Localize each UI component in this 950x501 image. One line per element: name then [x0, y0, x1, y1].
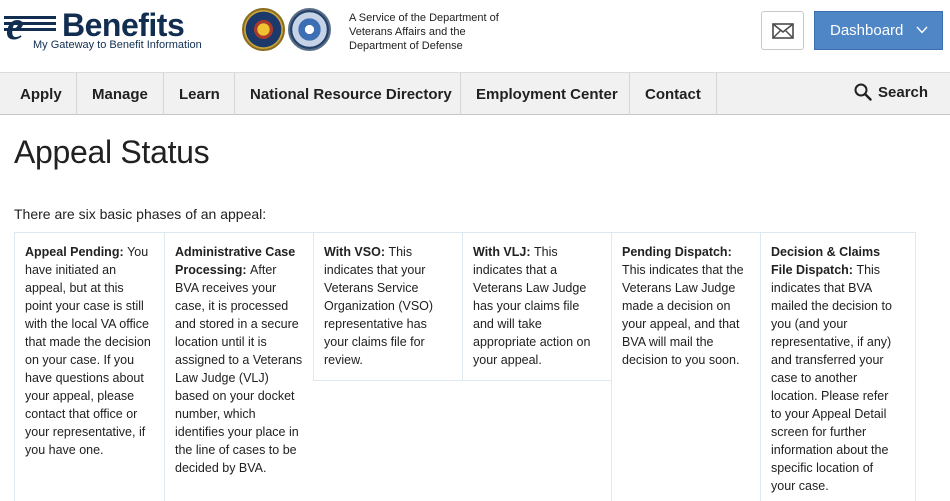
search-label: Search	[878, 83, 929, 101]
logo-e: e	[6, 3, 24, 48]
nav-divider	[716, 73, 717, 115]
site-header	[0, 0, 950, 72]
main-nav	[0, 72, 950, 115]
phase-pending-dispatch	[611, 233, 760, 501]
nav-item-label: National Resource Directory	[250, 85, 452, 103]
phase-description: This indicates that your Veterans Service Organization (VSO) representative has your claims file for review.	[324, 245, 434, 367]
appeal-phases-table	[14, 232, 916, 501]
phase-description: You have initiated an appeal, but at this point your case is still with the local VA office that made the decision on your case. If you have questions about your appeal, please contact that office or your representative, if you have one.	[25, 245, 151, 457]
phase-title: With VLJ:	[473, 245, 534, 259]
page-title: Appeal Status	[14, 134, 210, 170]
search-icon	[854, 83, 872, 101]
logo-tagline: My Gateway to Benefit Information	[33, 39, 202, 51]
phase-title: Decision & Claims File Dispatch:	[771, 245, 881, 277]
phase-description: This indicates that BVA mailed the decision to you (and your representative, if any) and transferred your case to another location. Please refer to your Appeal Detail screen for further information about the specific location of your case.	[771, 263, 892, 493]
dashboard-button[interactable]	[814, 11, 943, 50]
nav-apply[interactable]	[4, 73, 78, 115]
nav-item-label: Learn	[179, 85, 220, 103]
nav-employment-center[interactable]	[460, 73, 634, 115]
phase-title: Administrative Case Processing:	[175, 245, 296, 277]
intro-text: There are six basic phases of an appeal:	[14, 206, 267, 222]
dashboard-label: Dashboard	[830, 22, 904, 39]
nav-manage[interactable]	[76, 73, 164, 115]
phase-description: This indicates that the Veterans Law Judge made a decision on your appeal, and that BVA will mail the decision to you soon.	[622, 263, 744, 367]
phase-title: With VSO:	[324, 245, 389, 259]
ebenefits-logo[interactable]	[4, 3, 206, 56]
phase-title: Appeal Pending:	[25, 245, 128, 259]
va-seal-icon	[242, 8, 285, 51]
nav-learn[interactable]	[163, 73, 236, 115]
phase-with-vlj	[462, 233, 611, 381]
phase-appeal-pending	[15, 233, 164, 501]
nav-item-label: Apply	[20, 85, 62, 103]
phase-with-vso	[313, 233, 462, 381]
chevron-down-icon	[916, 24, 928, 36]
phase-description: This indicates that a Veterans Law Judge has your claims file and will take appropriate action on your appeal.	[473, 245, 591, 367]
phase-title: Pending Dispatch:	[622, 245, 732, 259]
phase-administrative-case-processing	[164, 233, 313, 501]
nav-item-label: Contact	[645, 85, 701, 103]
nav-national-resource-directory[interactable]	[234, 73, 468, 115]
phase-description: After BVA receives your case, it is processed and stored in a secure location until it is assigned to a Veterans Law Judge (VLJ) based on your docket number, which identifies your place in the line of cases to be decided by BVA.	[175, 263, 303, 475]
nav-item-label: Employment Center	[476, 85, 618, 103]
agency-text: A Service of the Department of Veterans Affairs and the Department of Defense	[349, 12, 499, 52]
nav-item-label: Manage	[92, 85, 148, 103]
search-button[interactable]	[854, 83, 928, 101]
nav-contact[interactable]	[629, 73, 717, 115]
messages-button[interactable]	[761, 11, 804, 50]
phase-decision-claims-file-dispatch	[760, 233, 909, 501]
mail-icon	[772, 23, 794, 39]
logo-name: Benefits	[62, 7, 185, 43]
dod-seal-icon	[288, 8, 331, 51]
